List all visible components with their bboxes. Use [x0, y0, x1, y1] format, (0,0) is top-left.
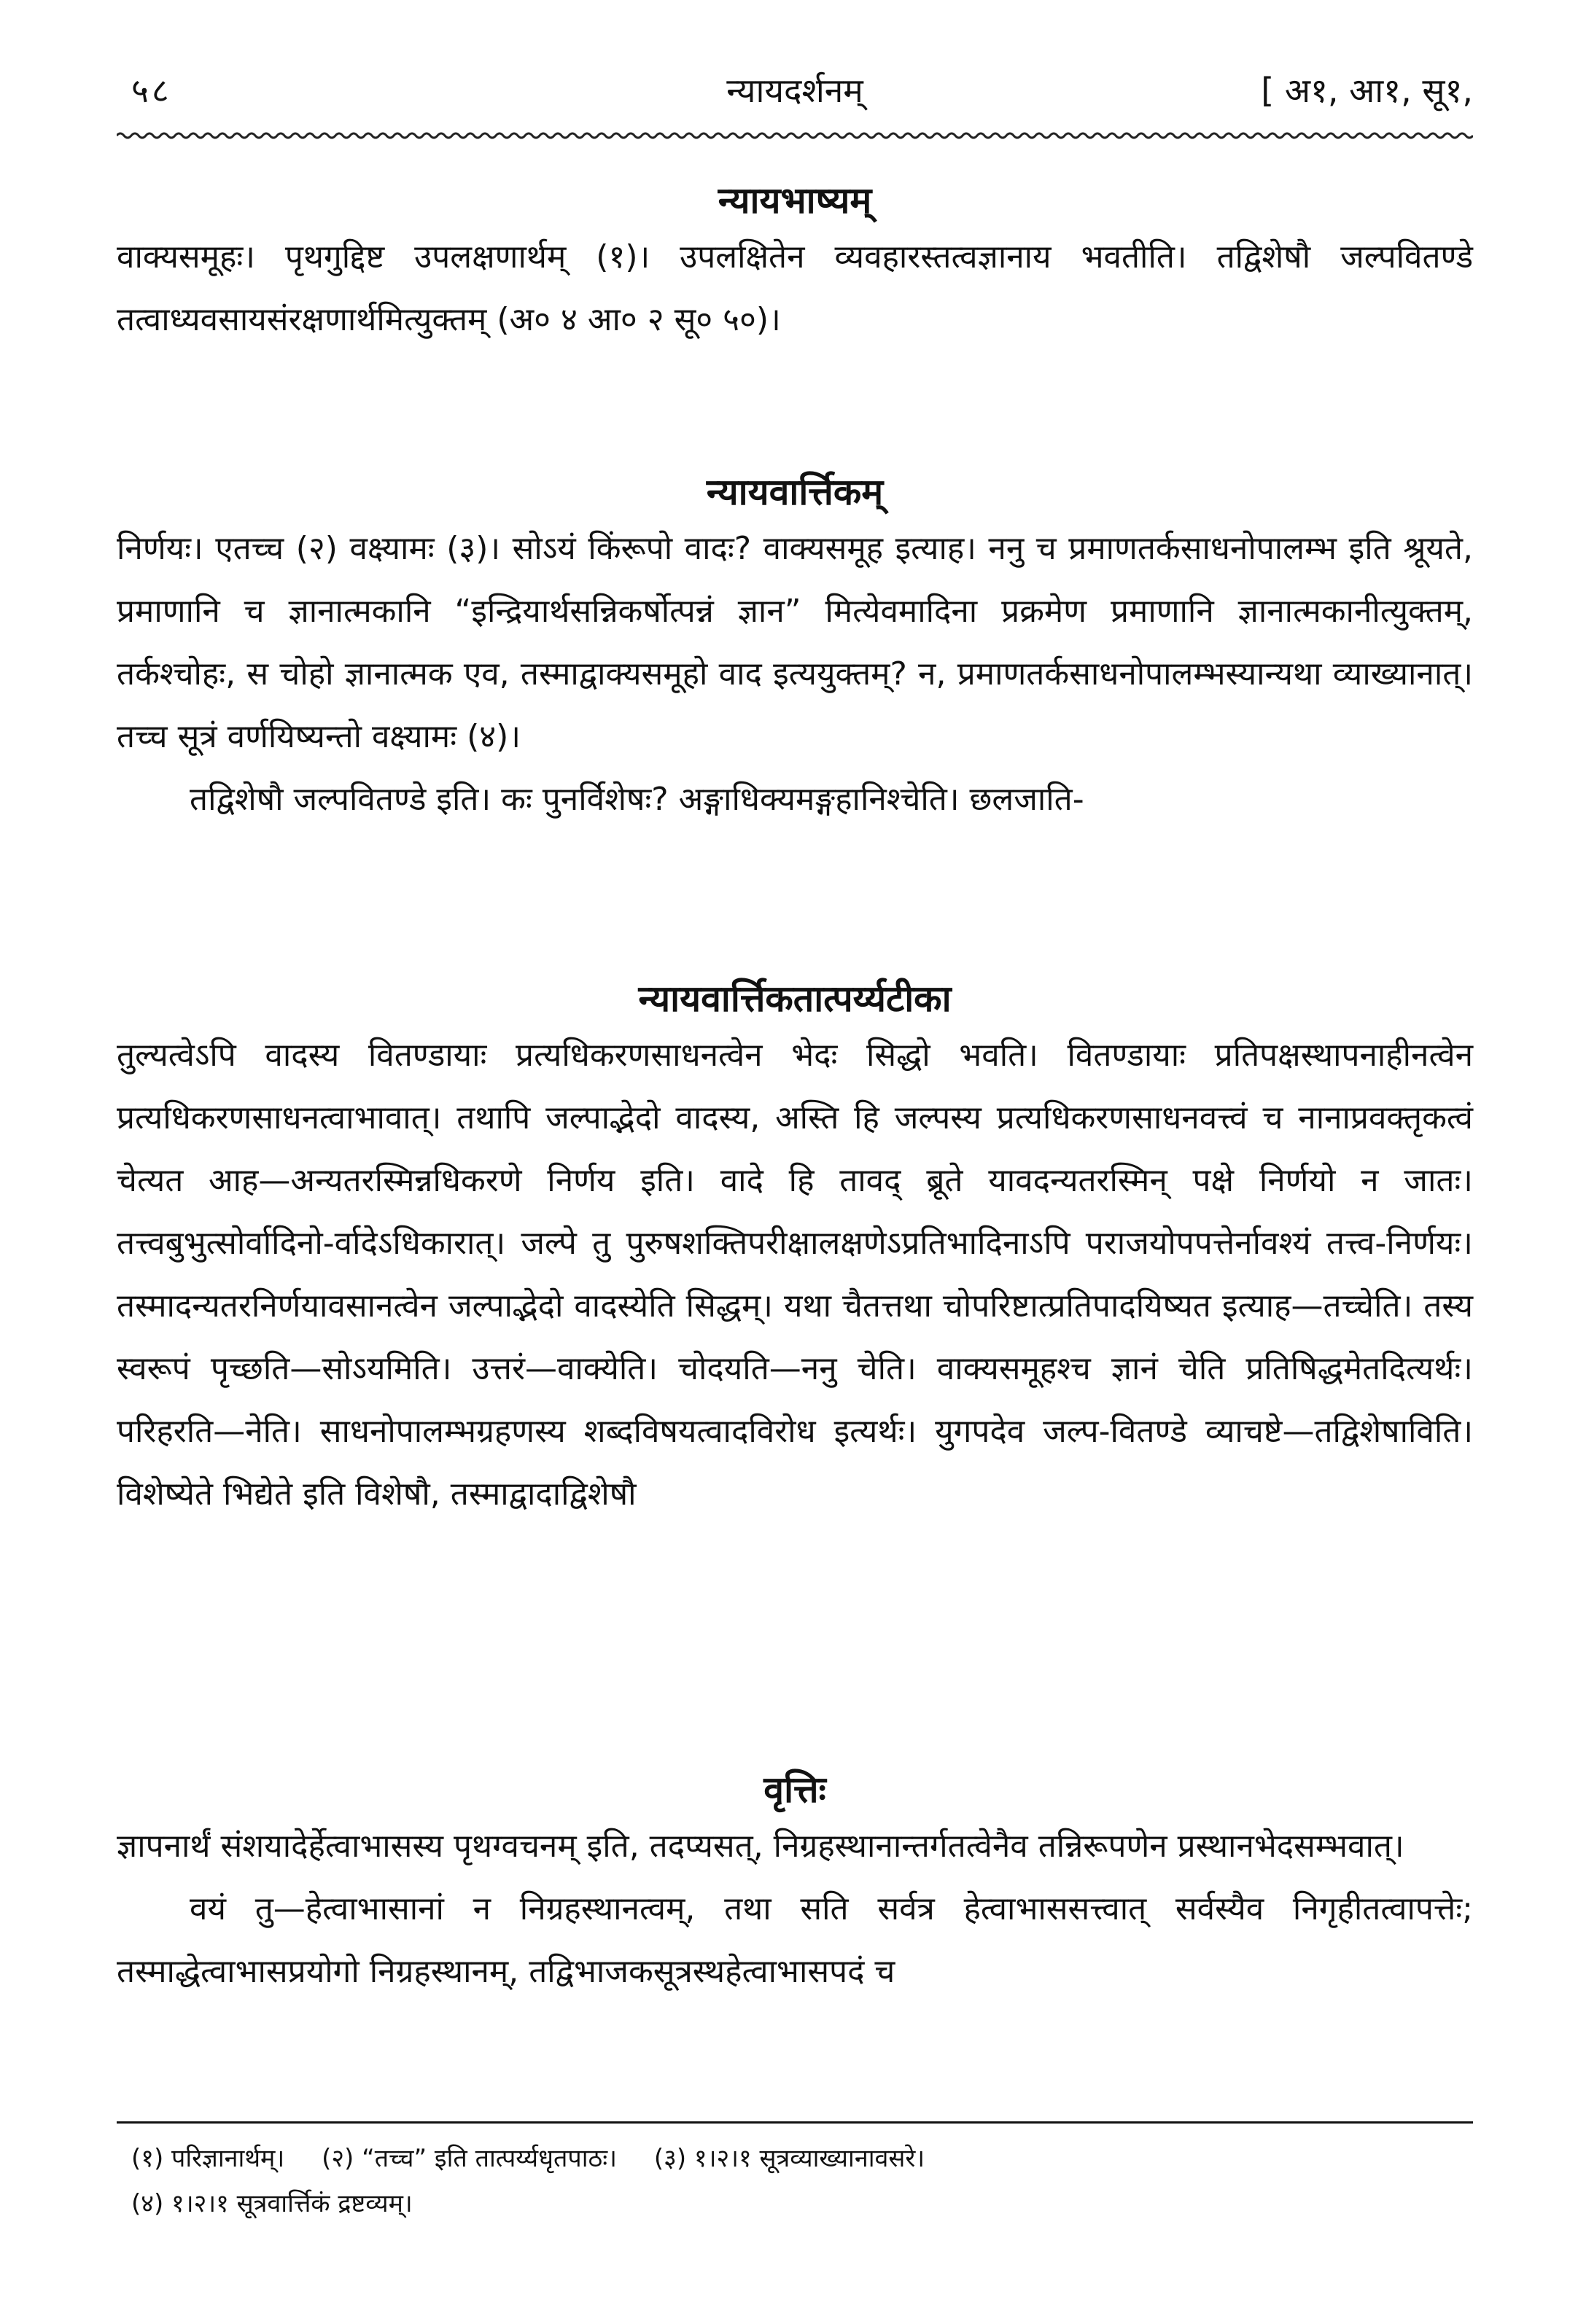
footnote: (१) परिज्ञानार्थम्। [131, 2144, 285, 2173]
section-heading: न्यायभाष्यम् [718, 179, 872, 222]
paragraph: तुल्यत्वेऽपि वादस्य वितण्डायाः प्रत्यधिकरणसाधनत्वेन भेदः सिद्धो भवति। वितण्डायाः प्रतिपक्षस्थापनाहीनत्वेन प्रत्यधिकरणसाधनत्वाभावात्। तथापि जल्पाद्भेदो वादस्य, अस्ति हि जल्पस्य प्रत्यधिकरणसाधनवत्त्वं च नानाप्रवक्तृकत्वं चेत्यत आह—अन्यतरस्मिन्नधिकरणे निर्णय इति। वादे हि तावद् ब्रूते यावदन्यतरस्मिन् पक्षे निर्णयो न जातः। तत्त्वबुभुत्सोर्वादिनो-र्वादेऽधिकारात्। जल्पे तु पुरुषशक्तिपरीक्षालक्षणेऽप्रतिभादिनाऽपि पराजयोपपत्तेर्नावश्यं तत्त्व-निर्णयः। तस्मादन्यतरनिर्णयावसानत्वेन जल्पाद्भेदो वादस्येति सिद्धम्। यथा चैतत्तथा चोपरिष्टात्प्रतिपादयिष्यत इत्याह—तच्चेति। तस्य स्वरूपं पृच्छति—सोऽयमिति। उत्तरं—वाक्येति। चोदयति—ननु चेति। वाक्यसमूहश्च ज्ञानं चेति प्रतिषिद्धमेतदित्यर्थः। परिहरति—नेति। साधनोपालम्भग्रहणस्य शब्दविषयत्वादविरोध इत्यर्थः। युगपदेव जल्प-वितण्डे व्याचष्टे—तद्विशेषाविति। विशेष्येते भिद्येते इति विशेषौ, तस्माद्वादाद्विशेषौ [117, 1037, 1473, 1513]
paragraph: निर्णयः। एतच्च (२) वक्ष्यामः (३)। सोऽयं किंरूपो वादः? वाक्यसमूह इत्याह। ननु च प्रमाणतर्कसाधनोपालम्भ इति श्रूयते, प्रमाणानि च ज्ञानात्मकानि “इन्द्रियार्थसन्निकर्षोत्पन्नं ज्ञान” मित्येवमादिना प्रक्रमेण प्रमाणानि ज्ञानात्मकानीत्युक्तम्, तर्कश्चोहः, स चोहो ज्ञानात्मक एव, तस्माद्वाक्यसमूहो वाद इत्ययुक्तम्? न, प्रमाणतर्कसाधनोपालम्भस्यान्यथा व्याख्यानात्। तच्च सूत्रं वर्णयिष्यन्तो वक्ष्यामः (४)। [117, 530, 1473, 755]
wavy-header-rule [117, 130, 1473, 141]
running-title: न्यायदर्शनम् [726, 71, 863, 110]
section-heading: न्यायवार्त्तिकम् [706, 471, 884, 513]
footnote: (३) १।२।१ सूत्रव्याख्यानावसरे। [653, 2144, 925, 2173]
section-heading: न्यायवार्त्तिकतात्पर्य्यटीका [638, 978, 952, 1020]
footnote: (४) १।२।१ सूत्रवार्त्तिकं द्रष्टव्यम्। [131, 2189, 413, 2218]
footnotes [131, 2136, 1473, 2226]
page-number: ५८ [131, 71, 172, 110]
paragraph: तद्विशेषौ जल्पवितण्डे इति। कः पुनर्विशेषः? अङ्गाधिक्यमङ्गहानिश्चेति। छलजाति- [190, 781, 1084, 818]
paragraph: ज्ञापनार्थं संशयादेर्हेत्वाभासस्य पृथग्वचनम् इति, तदप्यसत्, निग्रहस्थानान्तर्गतत्वेनैव तन्निरूपणेन प्रस्थानभेदसम्भवात्। [117, 1828, 1404, 1865]
footnote-line [131, 2136, 1473, 2181]
section-vritti [117, 1764, 1473, 2003]
footnote-line [131, 2181, 1473, 2226]
paragraph: वाक्यसमूहः। पृथगुद्दिष्ट उपलक्षणार्थम् (१)। उपलक्षितेन व्यवहारस्तत्वज्ञानाय भवतीति। तद्विशेषौ जल्पवितण्डे तत्वाध्यवसायसंरक्षणार्थमित्युक्तम् (अ० ४ आ० २ सू० ५०)। [117, 238, 1473, 338]
footnote-rule [117, 2121, 1473, 2124]
section-nyaya-bhashyam [117, 175, 1473, 351]
section-nyaya-varttikam [117, 467, 1473, 831]
section-heading: वृत्तिः [763, 1769, 826, 1811]
footnote: (२) “तच्च” इति तात्पर्य्यधृतपाठः। [322, 2144, 618, 2173]
section-tatparya-tika [117, 973, 1473, 1526]
page-header [117, 67, 1473, 118]
paragraph: वयं तु—हेत्वाभासानां न निग्रहस्थानत्वम्, तथा सति सर्वत्र हेत्वाभाससत्त्वात् सर्वस्यैव निगृहीतत्वापत्तेः; तस्माद्धेत्वाभासप्रयोगो निग्रहस्थानम्, तद्विभाजकसूत्रस्थहेत्वाभासपदं च [117, 1890, 1473, 1990]
section-reference: [ अ१, आ१, सू१, [1261, 71, 1473, 110]
